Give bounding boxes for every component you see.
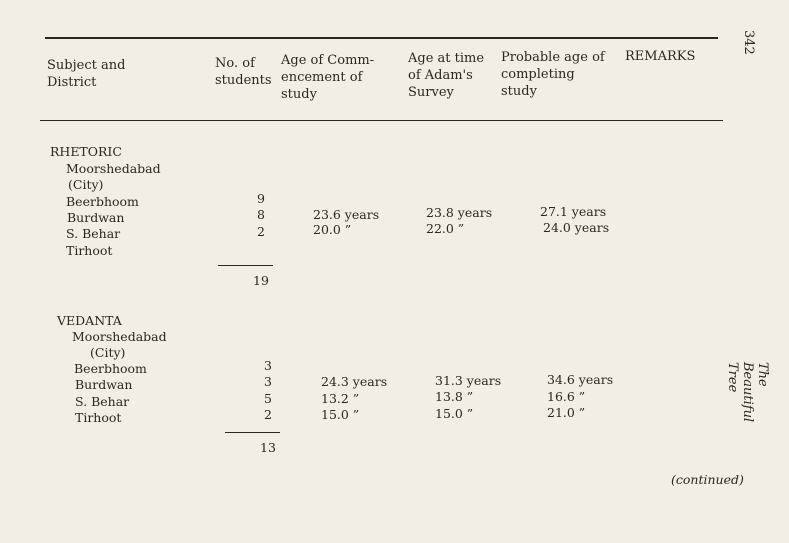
student-count: 2 xyxy=(264,407,272,422)
student-total: 13 xyxy=(260,440,276,455)
section-title-vedanta: VEDANTA xyxy=(57,313,122,328)
header-subject: Subject and District xyxy=(47,58,126,90)
commencement-age: 20.0 ” xyxy=(313,222,352,237)
district-name: Beerbhoom xyxy=(74,361,147,376)
running-title: The Beautiful Tree xyxy=(725,362,770,423)
page-number: 342 xyxy=(741,30,756,55)
header-adam: Age at time of Adam's Survey xyxy=(408,51,485,100)
district-name: Burdwan xyxy=(75,377,133,392)
header-commencement: Age of Comm- encement of study xyxy=(281,53,375,102)
header-probable: Probable age of completing study xyxy=(501,50,605,99)
adam-age: 31.3 years xyxy=(435,373,502,388)
student-count: 9 xyxy=(257,191,265,206)
district-name: (City) xyxy=(68,177,104,192)
top-rule xyxy=(45,37,718,39)
commencement-age: 13.2 ” xyxy=(321,391,360,406)
student-count: 5 xyxy=(264,391,272,406)
probable-age: 27.1 years xyxy=(540,204,607,219)
probable-age: 24.0 years xyxy=(543,220,610,235)
district-name: S. Behar xyxy=(66,226,121,241)
total-rule xyxy=(225,432,280,433)
total-rule xyxy=(218,265,273,266)
student-total: 19 xyxy=(253,273,269,288)
student-count: 8 xyxy=(257,207,265,222)
continued-note: (continued) xyxy=(671,472,744,487)
district-name: Beerbhoom xyxy=(66,194,139,209)
student-count: 3 xyxy=(264,374,272,389)
commencement-age: 23.6 years xyxy=(313,207,380,222)
probable-age: 16.6 ” xyxy=(547,389,586,404)
probable-age: 21.0 ” xyxy=(547,405,586,420)
adam-age: 15.0 ” xyxy=(435,406,474,421)
commencement-age: 15.0 ” xyxy=(321,407,360,422)
section-title-rhetoric: RHETORIC xyxy=(50,144,122,159)
student-count: 2 xyxy=(257,224,265,239)
district-name: Tirhoot xyxy=(66,243,113,258)
adam-age: 22.0 ” xyxy=(426,221,465,236)
district-name: (City) xyxy=(90,345,126,360)
district-name: Tirhoot xyxy=(75,410,122,425)
district-name: Burdwan xyxy=(67,210,125,225)
header-remarks: REMARKS xyxy=(625,49,696,64)
district-name: Moorshedabad xyxy=(66,161,161,176)
adam-age: 23.8 years xyxy=(426,205,493,220)
commencement-age: 24.3 years xyxy=(321,374,388,389)
district-name: Moorshedabad xyxy=(72,329,167,344)
probable-age: 34.6 years xyxy=(547,372,614,387)
district-name: S. Behar xyxy=(75,394,130,409)
adam-age: 13.8 ” xyxy=(435,389,474,404)
header-bottom-rule xyxy=(40,120,723,121)
header-students: No. of students xyxy=(215,56,272,88)
student-count: 3 xyxy=(264,358,272,373)
